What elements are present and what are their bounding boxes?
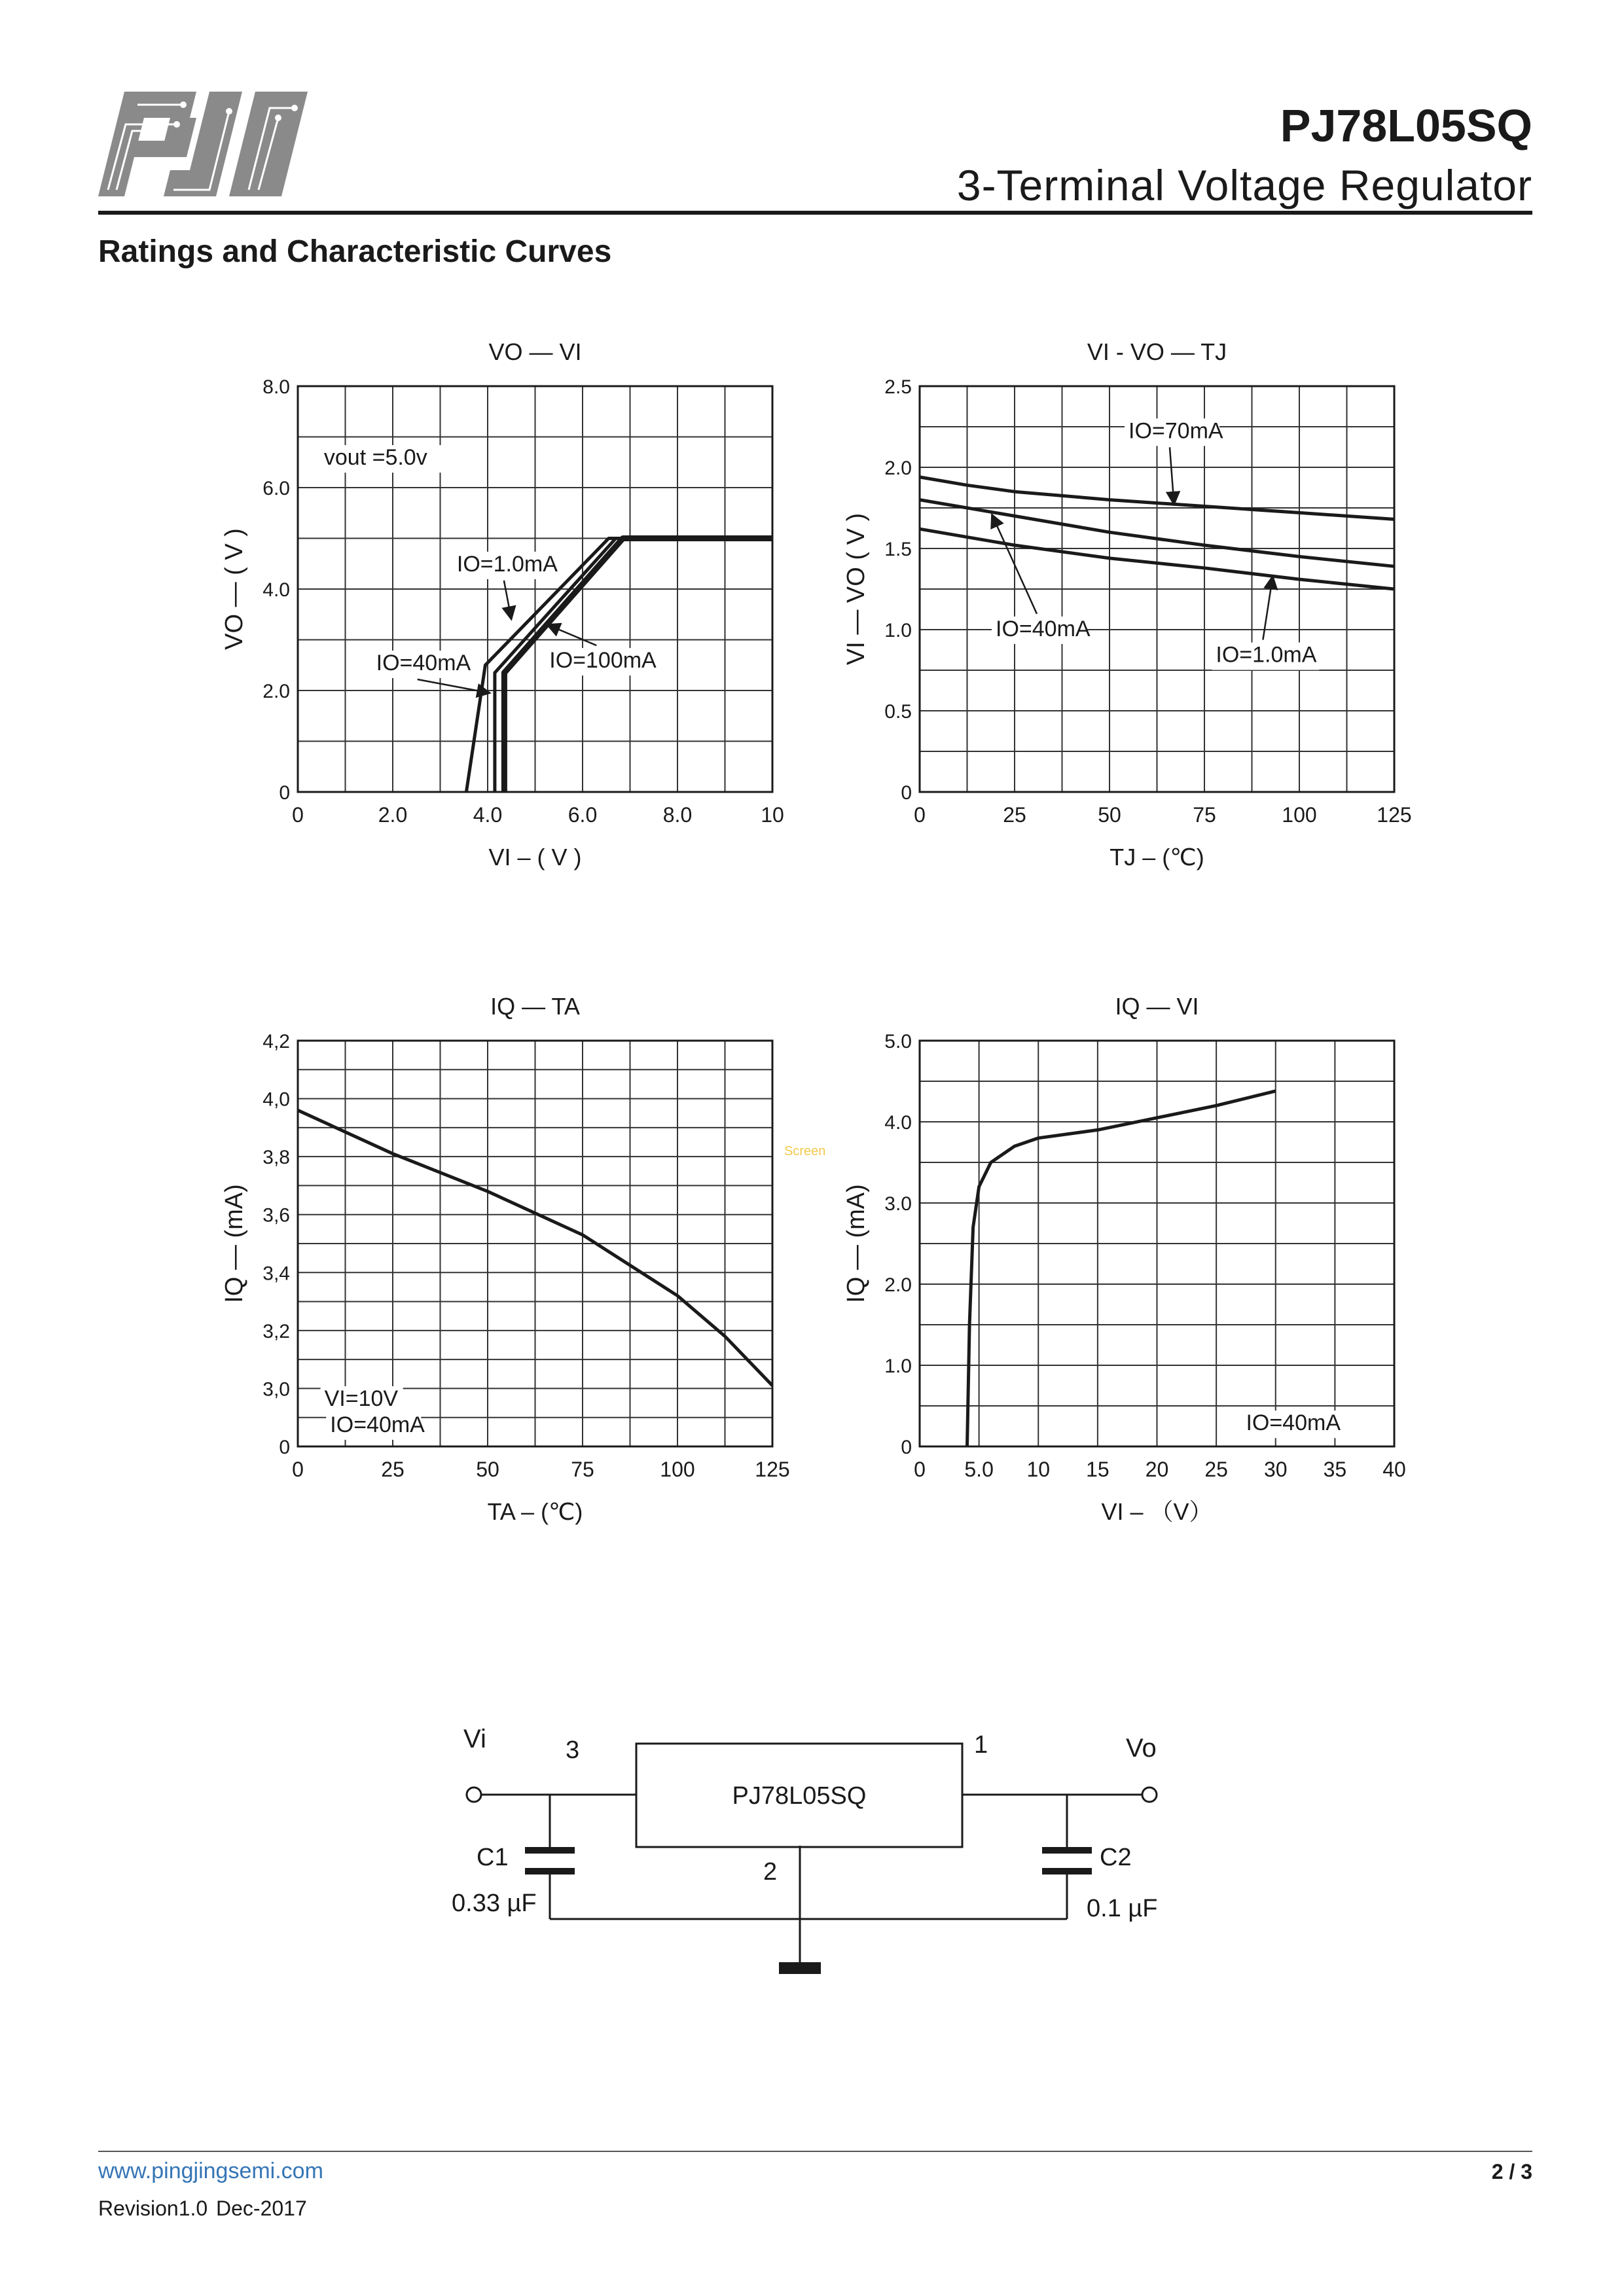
y-axis-label: VO — ( V )	[221, 528, 248, 650]
x-tick-label: 10	[1026, 1458, 1051, 1481]
y-tick-label: 0	[279, 782, 290, 804]
chart-title: IQ — TA	[490, 993, 580, 1020]
x-tick-label: 50	[1098, 803, 1121, 827]
y-tick-label: 3,2	[262, 1320, 290, 1342]
x-tick-label: 35	[1323, 1458, 1347, 1481]
y-axis-label: IQ — (mA)	[842, 1184, 870, 1303]
x-axis-label: VI – （V）	[1101, 1498, 1213, 1525]
annotation-label: IO=70mA	[1128, 418, 1223, 444]
y-tick-label: 2.5	[884, 376, 912, 398]
page-number: 2 / 3	[1491, 2160, 1532, 2183]
y-tick-label: 3,6	[262, 1204, 290, 1227]
c2-plate-top	[1042, 1847, 1092, 1854]
document-subtitle: 3-Terminal Voltage Regulator	[956, 161, 1532, 209]
chart-iq-vs-vi	[785, 982, 1440, 1571]
c1-plate-top	[525, 1847, 575, 1854]
x-tick-label: 40	[1382, 1458, 1406, 1481]
revision-date: Dec-2017	[216, 2197, 307, 2220]
pin-2-label: 2	[763, 1858, 778, 1886]
x-tick-label: 30	[1263, 1458, 1288, 1481]
y-tick-label: 4.0	[262, 579, 290, 601]
annotation-label: VI=10V	[324, 1386, 399, 1411]
y-axis-label: IQ — (mA)	[221, 1184, 248, 1303]
x-tick-label: 75	[571, 1458, 594, 1481]
x-tick-label: 10	[761, 803, 784, 827]
y-tick-label: 1.0	[884, 1355, 912, 1377]
annotation-label: IO=40mA	[330, 1412, 425, 1437]
annotation-label: IO=1.0mA	[456, 551, 558, 577]
y-tick-label: 3,0	[262, 1378, 290, 1401]
x-tick-label: 75	[1193, 803, 1216, 827]
series-line	[967, 1091, 1276, 1446]
chart-title: IQ — VI	[1115, 993, 1199, 1020]
x-axis-label: VI – ( V )	[488, 844, 582, 870]
chart-title: VI - VO — TJ	[1087, 338, 1227, 365]
y-tick-label: 5.0	[884, 1031, 912, 1052]
x-tick-label: 2.0	[378, 803, 408, 827]
x-tick-label: 0	[914, 1458, 926, 1481]
x-tick-label: 100	[660, 1458, 695, 1481]
y-tick-label: 4,0	[262, 1088, 290, 1111]
website-link[interactable]: www.pingjingsemi.com	[98, 2159, 323, 2183]
y-tick-label: 0	[279, 1437, 290, 1458]
ground-symbol	[779, 1962, 821, 1974]
header-divider	[98, 211, 1532, 215]
company-logo	[98, 92, 308, 203]
x-tick-label: 8.0	[662, 803, 693, 827]
y-tick-label: 2.0	[262, 681, 290, 702]
x-tick-label: 20	[1145, 1458, 1169, 1481]
x-tick-label: 0	[914, 803, 926, 827]
application-circuit	[425, 1689, 1211, 2003]
x-tick-label: 0	[292, 1458, 304, 1481]
x-tick-label: 25	[1003, 803, 1026, 827]
y-axis-label: VI — VO ( V )	[842, 512, 870, 666]
y-tick-label: 4.0	[884, 1112, 912, 1134]
x-tick-label: 50	[476, 1458, 499, 1481]
vin-terminal	[467, 1787, 481, 1802]
chart-vivo-vs-tj	[785, 327, 1440, 916]
revision-label: Revision1.0	[98, 2197, 208, 2220]
y-tick-label: 2.0	[884, 457, 912, 479]
vout-label: Vo	[1126, 1734, 1157, 1763]
vin-label: Vi	[463, 1725, 486, 1753]
annotation-label: IO=40mA	[376, 651, 471, 675]
y-tick-label: 3.0	[884, 1193, 912, 1215]
chart-title: VO — VI	[488, 338, 582, 365]
x-axis-label: TJ – (℃)	[1110, 844, 1204, 870]
y-tick-label: 3,8	[262, 1147, 290, 1169]
x-tick-label: 5.0	[964, 1458, 994, 1481]
y-tick-label: 2.0	[884, 1274, 912, 1296]
x-tick-label: 15	[1086, 1458, 1110, 1481]
x-tick-label: 125	[1377, 803, 1412, 827]
x-tick-label: 25	[1204, 1458, 1228, 1481]
vout-terminal	[1142, 1787, 1157, 1802]
y-tick-label: 8.0	[262, 376, 290, 398]
y-tick-label: 6.0	[262, 478, 290, 499]
section-title: Ratings and Characteristic Curves	[98, 234, 612, 269]
annotation-arrow	[1170, 447, 1174, 505]
x-tick-label: 0	[292, 803, 304, 827]
annotation-arrow	[504, 581, 511, 620]
c1-name: C1	[477, 1844, 509, 1871]
c2-name: C2	[1100, 1844, 1132, 1871]
y-tick-label: 0.5	[884, 701, 912, 723]
x-tick-label: 125	[755, 1458, 790, 1481]
annotation-label: IO=1.0mA	[1216, 642, 1317, 668]
c1-plate-bottom	[525, 1868, 575, 1874]
x-tick-label: 100	[1282, 803, 1317, 827]
annotation-label: IO=40mA	[996, 616, 1091, 641]
x-tick-label: 4.0	[473, 803, 503, 827]
stray-watermark-text: Screen	[784, 1144, 826, 1158]
y-tick-label: 3,4	[262, 1263, 290, 1285]
pin-1-label: 1	[974, 1731, 988, 1759]
annotation-label: IO=40mA	[1246, 1410, 1341, 1436]
c2-plate-bottom	[1042, 1868, 1092, 1874]
y-tick-label: 0	[901, 1437, 912, 1458]
c2-value: 0.1 µF	[1087, 1895, 1158, 1922]
annotation-label: IO=100mA	[549, 648, 657, 673]
x-tick-label: 25	[381, 1458, 405, 1481]
chart-iq-vs-ta	[164, 982, 818, 1571]
pin-3-label: 3	[566, 1736, 580, 1764]
y-tick-label: 0	[901, 782, 912, 804]
ic-label: PJ78L05SQ	[732, 1782, 867, 1810]
x-tick-label: 6.0	[568, 803, 598, 827]
annotation-label: vout =5.0v	[323, 445, 427, 471]
y-tick-label: 4,2	[262, 1031, 290, 1052]
part-number: PJ78L05SQ	[1280, 100, 1532, 151]
chart-vo-vs-vi	[164, 327, 818, 916]
y-tick-label: 1.5	[884, 539, 912, 560]
c1-value: 0.33 µF	[452, 1890, 537, 1917]
annotation-arrow	[547, 624, 597, 645]
x-axis-label: TA – (℃)	[487, 1498, 583, 1525]
y-tick-label: 1.0	[884, 620, 912, 641]
footer-divider	[98, 2151, 1532, 2152]
